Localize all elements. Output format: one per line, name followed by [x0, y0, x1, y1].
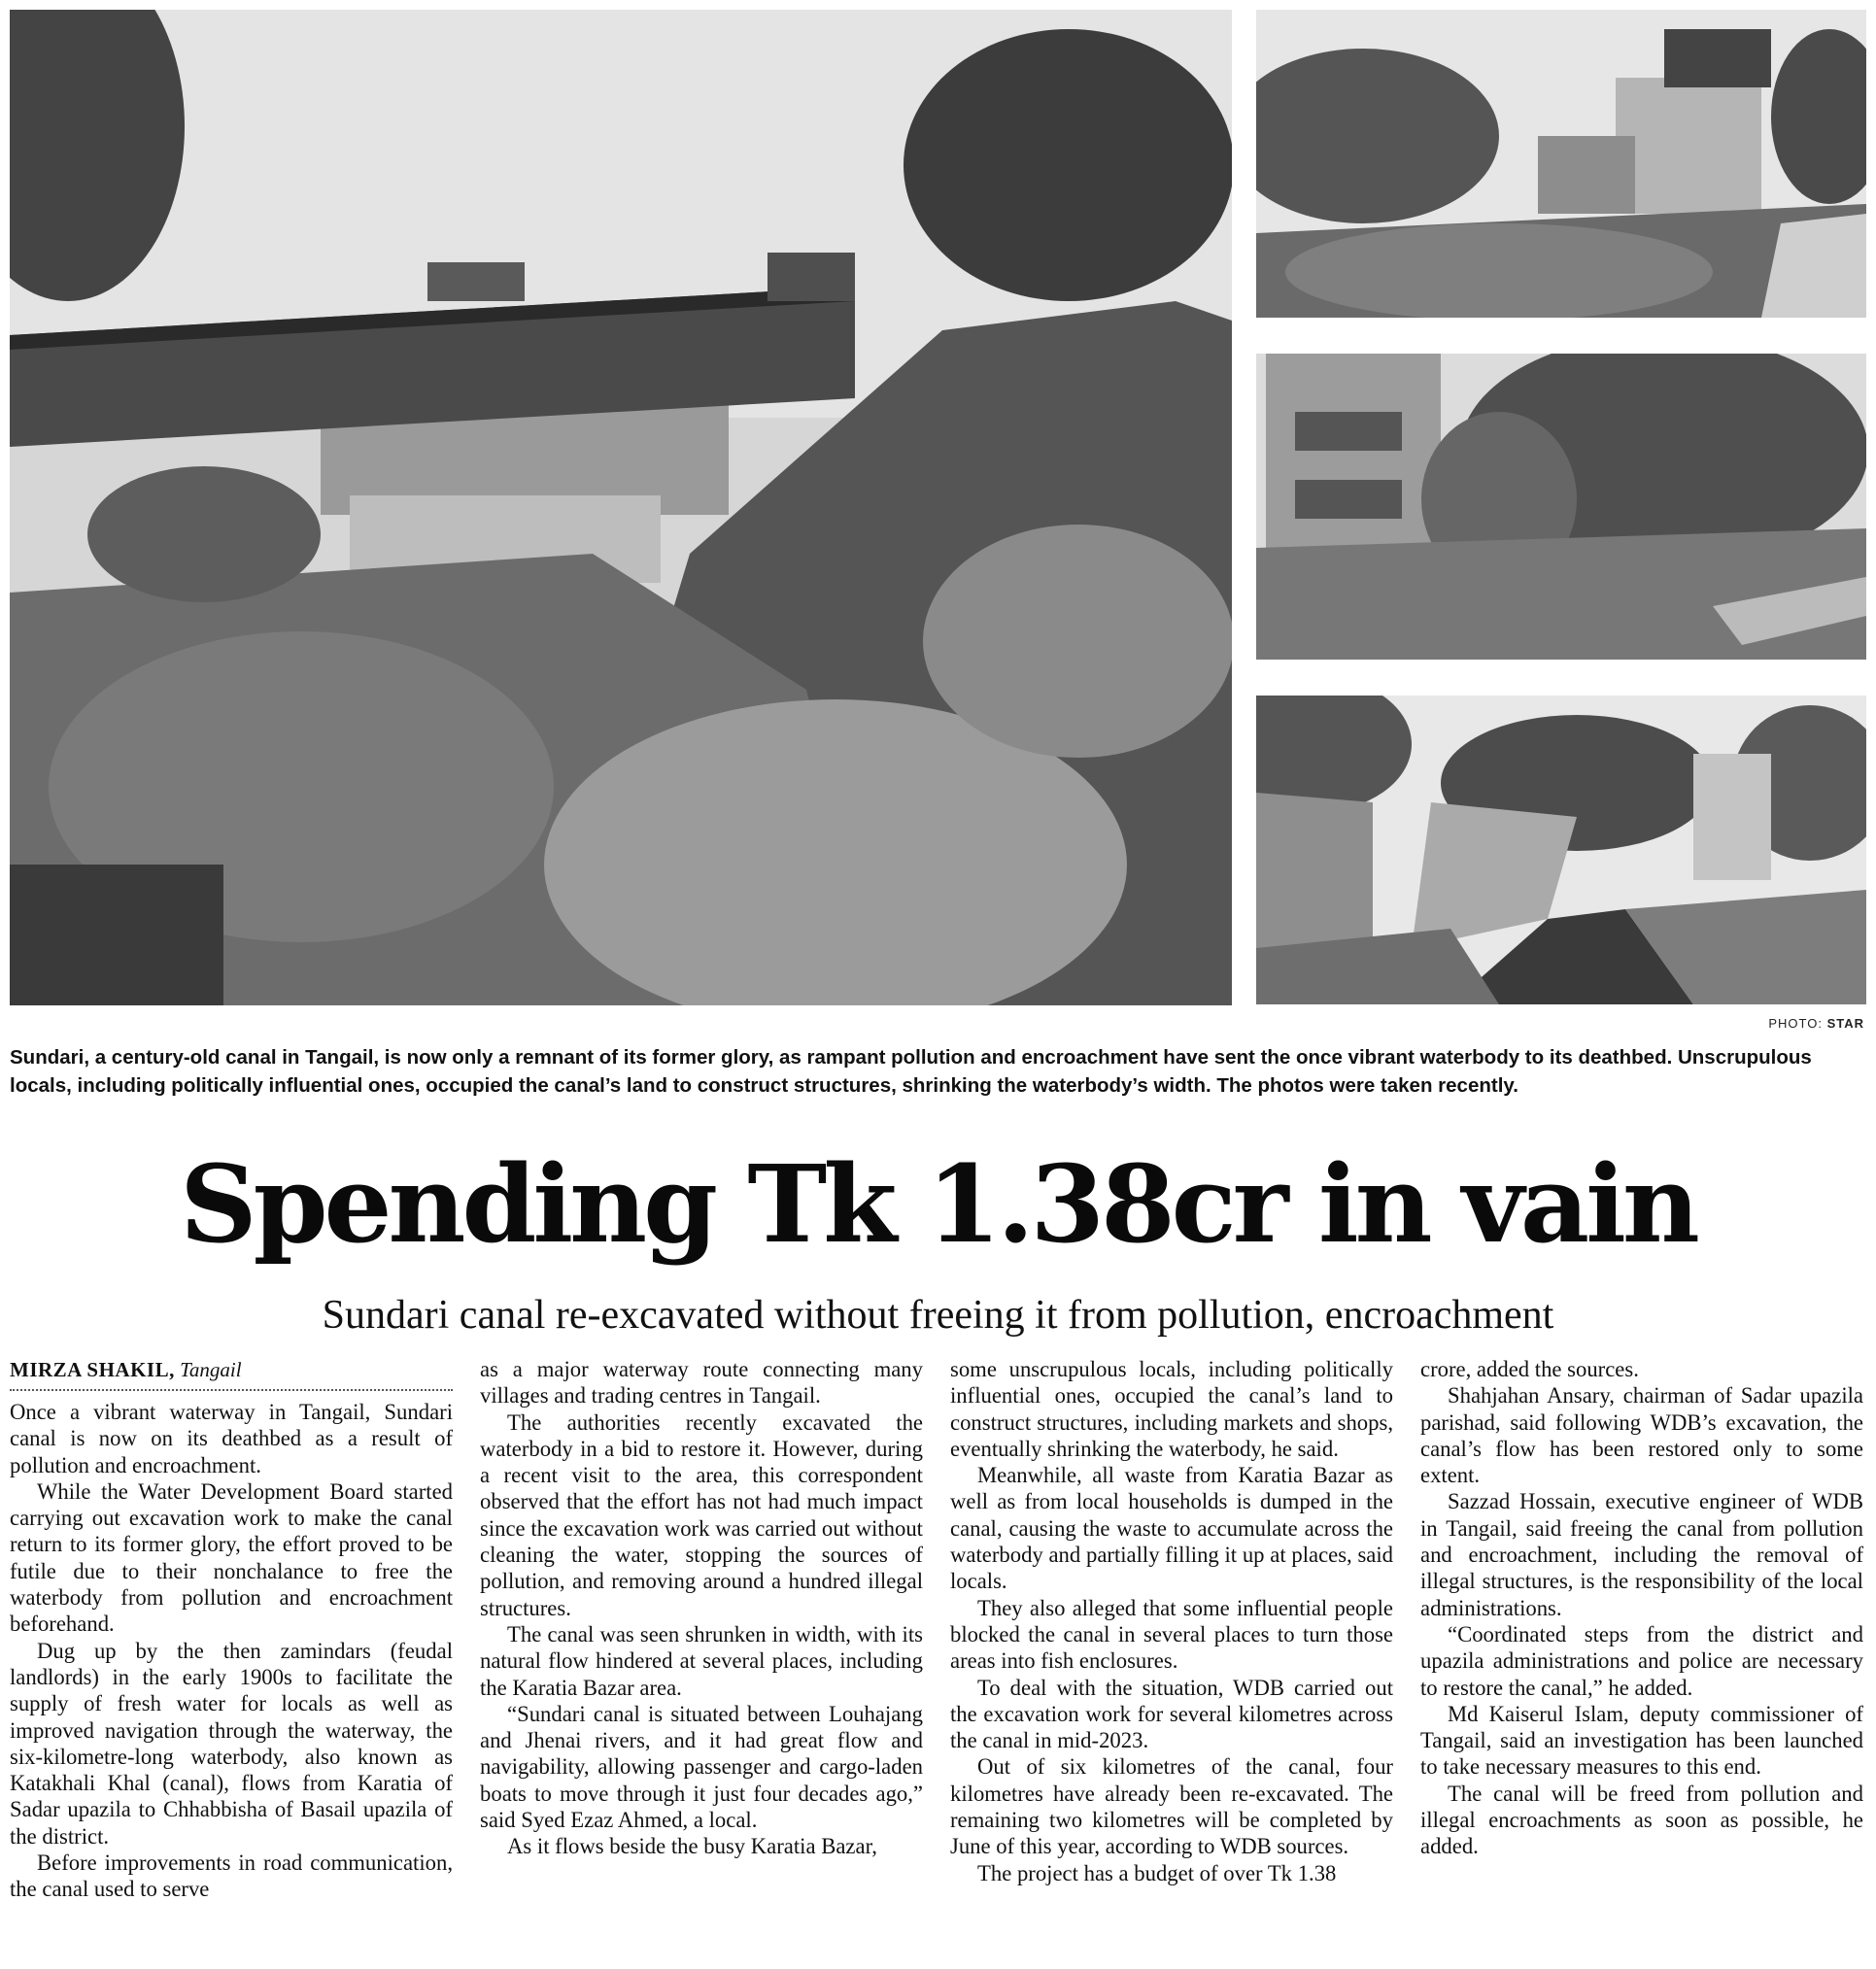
paragraph: “Sundari canal is situated between Louhajang and Jhenai rivers, and it had great flow and navigability, allowing passenger and cargo-laden boats to move through it just four decades ago,” said Syed Ezaz Ahmed, a local. — [480, 1701, 923, 1833]
paragraph: To deal with the situation, WDB carried out the excavation work for several kilometres across the canal in mid-2023. — [950, 1675, 1393, 1753]
paragraph: Out of six kilometres of the canal, four kilometres have already been re-excavated. The remaining two kilometres will be completed by June of this year, according to WDB sources. — [950, 1754, 1393, 1859]
canal-channel-photo — [1256, 696, 1866, 1004]
paragraph: The canal was seen shrunken in width, with its natural flow hindered at several places, including the Karatia Bazar area. — [480, 1621, 923, 1700]
paragraph: They also alleged that some influential people blocked the canal in several places to turn those areas into fish enclosures. — [950, 1595, 1393, 1674]
byline-location: Tangail — [180, 1358, 242, 1381]
paragraph: The canal will be freed from pollution and illegal encroachments as soon as possible, he added. — [1420, 1781, 1863, 1859]
paragraph: Shahjahan Ansary, chairman of Sadar upazila parishad, said following WDB’s excavation, the canal’s flow has been restored only to some extent. — [1420, 1383, 1863, 1488]
article-column-1 — [10, 1356, 453, 1903]
paragraph: While the Water Development Board started carrying out excavation work to make the canal return to its former glory, the effort proved to be futile due to their nonchalance to free the waterbody from pollution and encroachment beforehand. — [10, 1478, 453, 1637]
article-column-3 — [950, 1356, 1393, 1886]
headline: Spending Tk 1.38cr in vain — [180, 1141, 1696, 1267]
subheadline: Sundari canal re-excavated without freeing it from pollution, encroachment — [322, 1293, 1554, 1338]
photo-caption: Sundari, a century-old canal in Tangail, is now only a remnant of its former glory, as rampant pollution and encroachment have sent the once vibrant waterbody to its deathbed. Unscrupulous locals, including politically influential ones, occupied the canal’s land to construct structures, shrinking the waterbody’s width. The photos were taken recently. — [10, 1046, 1812, 1097]
canal-palms-photo — [1256, 354, 1866, 660]
paragraph: Meanwhile, all waste from Karatia Bazar as well as from local households is dumped in the canal, causing the waste to accumulate across the waterbody and partially filling it up at places, said locals. — [950, 1463, 1393, 1594]
paragraph: crore, added the sources. — [1420, 1357, 1639, 1381]
paragraph: As it flows beside the busy Karatia Bazar, — [507, 1834, 877, 1859]
paragraph: “Coordinated steps from the district and upazila administrations and police are necessary to restore the canal,” he added. — [1420, 1621, 1863, 1700]
paragraph: Once a vibrant waterway in Tangail, Sundari canal is now on its deathbed as a result of pollution and encroachment. — [10, 1400, 453, 1477]
byline — [10, 1356, 453, 1391]
canal-building-photo — [1256, 10, 1866, 318]
photo-credit-label: PHOTO: — [1768, 1016, 1823, 1031]
paragraph: Before improvements in road communication, the canal used to serve — [10, 1850, 453, 1902]
paragraph: The authorities recently excavated the waterbody in a bid to restore it. However, during a recent visit to the area, this correspondent observed that the effort has not had much impact since the excavation work was carried out without cleaning the water, stopping the sources of pollution, and removing around a hundred illegal structures. — [480, 1409, 923, 1620]
paragraph: Dug up by the then zamindars (feudal landlords) in the early 1900s to facilitate the supply of fresh water for locals as well as improved navigation through the waterway, the six-kilometre-long waterbody, also known as Katakhali Khal (canal), flows from Karatia of Sadar upazila to Chhabbisha of Basail upazila of the district. — [10, 1638, 453, 1849]
byline-author: MIRZA SHAKIL, — [10, 1358, 175, 1381]
paragraph: some unscrupulous locals, including politically influential ones, occupied the canal’s land to construct structures, including markets and shops, eventually shrinking the waterbody, he said. — [950, 1357, 1393, 1461]
article-column-2 — [480, 1356, 923, 1860]
paragraph: Sazzad Hossain, executive engineer of WDB in Tangail, said freeing the canal from pollution and encroachment, including the removal of illegal structures, is the responsibility of the local administrations. — [1420, 1489, 1863, 1620]
paragraph: Md Kaiserul Islam, deputy commissioner of Tangail, said an investigation has been launched to take necessary measures to this end. — [1420, 1701, 1863, 1780]
article-column-4 — [1420, 1356, 1863, 1860]
paragraph: as a major waterway route connecting many villages and trading centres in Tangail. — [480, 1357, 923, 1409]
photo-credit-source: STAR — [1826, 1016, 1864, 1031]
main-photo-canal-bridge — [10, 10, 1232, 1005]
photo-credit — [1768, 1016, 1864, 1031]
paragraph: The project has a budget of over Tk 1.38 — [977, 1860, 1337, 1885]
